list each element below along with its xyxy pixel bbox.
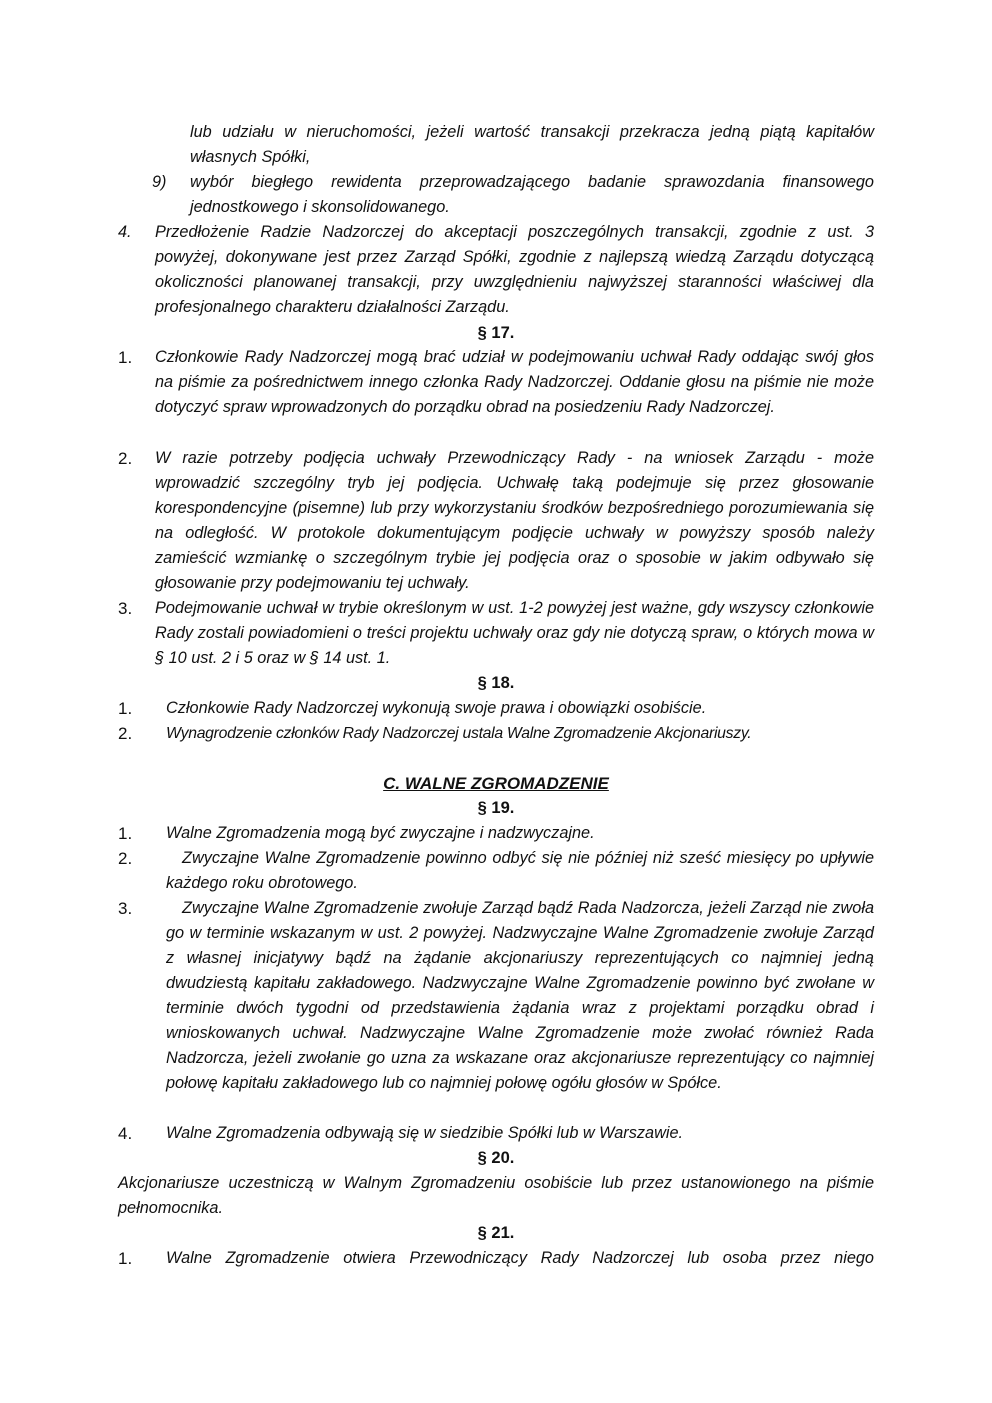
- list-item-number: 1.: [118, 699, 133, 718]
- list-item-number: 9): [152, 173, 167, 191]
- list-item-number: 2.: [118, 849, 133, 868]
- list-item-text: Walne Zgromadzenia mogą być zwyczajne i nadzwyczajne.: [166, 824, 595, 842]
- list-item-number: 1.: [118, 824, 133, 843]
- list-item-text: Zwyczajne Walne Zgromadzenie zwołuje Zarząd bądź Rada Nadzorcza, jeżeli Zarząd nie zwoła go w terminie wskazanym w ust. 2 powyżej. Nadzwyczajne Walne Zgromadzenie zwołuje Zarząd z własnej inicjatywy bądź na żądanie akcjonariuszy reprezentujących co najmniej jedną dwudziestą kapitału zakładowego. Nadzwyczajne Walne Zgromadzenie powinno być zwołane w terminie dwóch tygodni od przedstawienia żądania wraz z projektami porządku obrad i wnioskowanych uchwał. Nadzwyczajne Walne Zgromadzenie może zwołać również Rada Nadzorcza, jeżeli zwołanie go uzna za wskazane oraz akcjonariusze reprezentujący co najmniej połowę kapitału zakładowego lub co najmniej połowę ogółu głosów w Spółce.: [166, 899, 874, 1092]
- list-item-text: Przedłożenie Radzie Nadzorczej do akceptacji poszczególnych transakcji, zgodnie z ust. 3 powyżej, dokonywane jest przez Zarząd Spółki, zgodnie z najlepszą wiedzą Zarządu dotyczącą okoliczności planowanej transakcji, przy uwzględnieniu najwyższej staranności właściwej dla profesjonalnego charakteru działalności Zarządu.: [155, 223, 874, 316]
- list-item-text: Podejmowanie uchwał w trybie określonym w ust. 1-2 powyżej jest ważne, gdy wszyscy członkowie Rady zostali powiadomieni o treści projektu uchwały oraz gdy nie dotyczą spraw, o których mowa w § 10 ust. 2 i 5 oraz w § 14 ust. 1.: [155, 599, 874, 667]
- list-item-number: 2.: [118, 724, 133, 743]
- list-item-continuation: lub udziału w nieruchomości, jeżeli wartość transakcji przekracza jedną piątą kapitałów własnych Spółki,: [190, 123, 874, 166]
- list-item-number: 3.: [118, 899, 133, 918]
- paragraph-heading: § 21.: [477, 1224, 515, 1242]
- list-item-number: 2.: [118, 449, 133, 468]
- list-item-text: Walne Zgromadzenie otwiera Przewodniczący Rady Nadzorczej lub osoba przez niego: [166, 1249, 874, 1267]
- paragraph-text: Akcjonariusze uczestniczą w Walnym Zgromadzeniu osobiście lub przez ustanowionego na piśmie pełnomocnika.: [118, 1174, 874, 1217]
- list-item-text: Wynagrodzenie członków Rady Nadzorczej ustala Walne Zgromadzenie Akcjonariuszy.: [166, 725, 752, 742]
- section-title: C. WALNE ZGROMADZENIE: [383, 774, 609, 793]
- paragraph-heading: § 20.: [477, 1149, 515, 1167]
- list-item-number: 4.: [118, 223, 132, 241]
- paragraph-heading: § 19.: [477, 799, 515, 817]
- list-item-text: W razie potrzeby podjęcia uchwały Przewodniczący Rady - na wniosek Zarządu - może wprowadzić szczególny tryb jej podjęcia. Uchwałę taką podejmuje się przez głosowanie korespondencyjne (pisemne) lub przy wykorzystaniu środków bezpośredniego porozumiewania się na odległość. W protokole dokumentującym podjęcie uchwały w powyższy sposób należy zamieścić wzmiankę o szczególnym trybie jej podjęcia oraz o sposobie w jakim odbywało się głosowanie przy podejmowaniu tej uchwały.: [155, 449, 874, 592]
- list-item-text: wybór biegłego rewidenta przeprowadzającego badanie sprawozdania finansowego jednostkowego i skonsolidowanego.: [190, 173, 874, 216]
- list-item-number: 3.: [118, 599, 133, 618]
- list-item-number: 1.: [118, 348, 133, 367]
- list-item-number: 4.: [118, 1124, 133, 1143]
- list-item-text: Walne Zgromadzenia odbywają się w siedzibie Spółki lub w Warszawie.: [166, 1124, 684, 1142]
- list-item-number: 1.: [118, 1249, 133, 1268]
- paragraph-heading: § 17.: [477, 324, 515, 342]
- paragraph-heading: § 18.: [477, 674, 515, 692]
- list-item-text: Członkowie Rady Nadzorczej wykonują swoje prawa i obowiązki osobiście.: [166, 699, 707, 717]
- list-item-text: Zwyczajne Walne Zgromadzenie powinno odbyć się nie później niż sześć miesięcy po upływie każdego roku obrotowego.: [166, 849, 874, 892]
- list-item-text: Członkowie Rady Nadzorczej mogą brać udział w podejmowaniu uchwał Rady oddając swój głos na piśmie za pośrednictwem innego członka Rady Nadzorczej. Oddanie głosu na piśmie nie może dotyczyć spraw wprowadzonych do porządku obrad na posiedzeniu Rady Nadzorczej.: [155, 348, 874, 416]
